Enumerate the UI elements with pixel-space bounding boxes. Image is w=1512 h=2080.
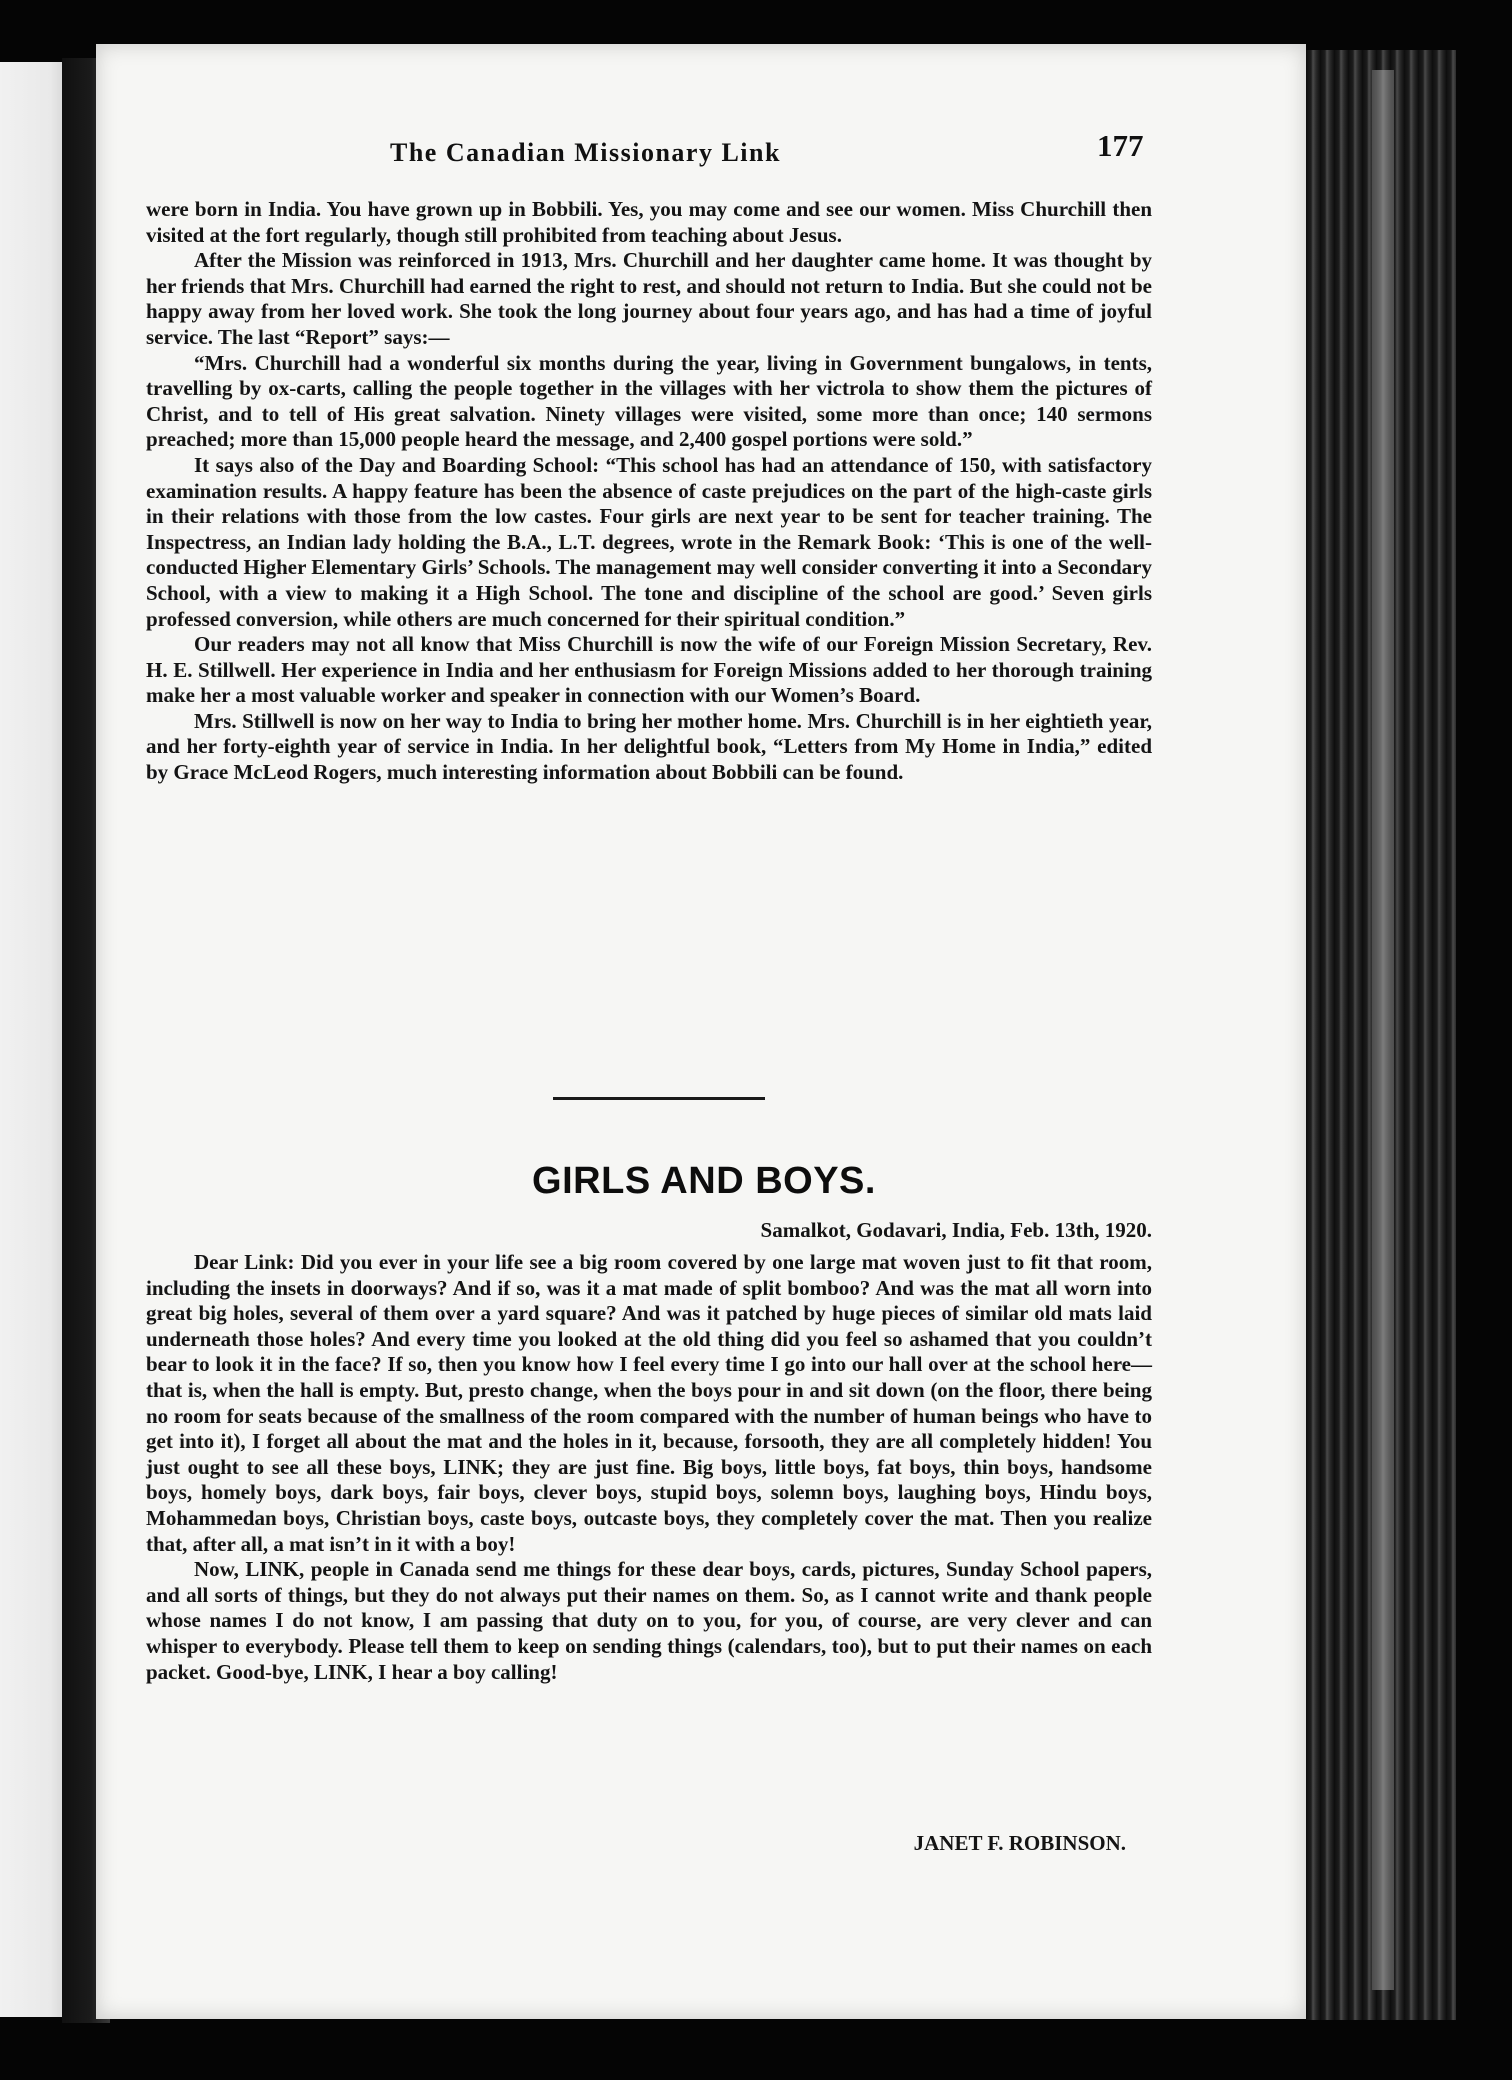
article-paragraph: Mrs. Stillwell is now on her way to India to bring her mother home. Mrs. Churchill is in her eightieth year, and her forty-eighth year of service in India. In her delightful book, “Letters from My Home in India,” edited by Grace McLeod Rogers, much interesting information about Bobbili can be found.: [146, 708, 1152, 785]
page-number: 177: [1097, 128, 1144, 163]
page-block-highlight: [1372, 70, 1394, 1990]
letter-body: [146, 1250, 1152, 1685]
letter-paragraph: Dear Link: Did you ever in your life see a big room covered by one large mat woven just to fit that room, including the insets in doorways? And if so, was it a mat made of split bomboo? And was the mat all worn into great big holes, several of them over a yard square? And was it patched by huge pieces of similar old mats laid underneath those holes? And every time you looked at the old thing did you feel so ashamed that you couldn’t bear to look it in the face? If so, then you know how I feel every time I go into our hall over at the school here—that is, when the hall is empty. But, presto change, when the boys pour in and sit down (on the floor, there being no room for seats because of the smallness of the room compared with the number of human beings who have to get into it), I forget all about the mat and the holes in it, because, forsooth, they are all completely hidden! You just ought to see all these boys, LINK; they are just fine. Big boys, little boys, fat boys, thin boys, handsome boys, homely boys, dark boys, fair boys, clever boys, stupid boys, solemn boys, laughing boys, Hindu boys, Mohammedan boys, Christian boys, caste boys, outcaste boys, they completely cover the mat. Then you realize that, after all, a mat isn’t in it with a boy!: [146, 1250, 1152, 1556]
article-paragraph: “Mrs. Churchill had a wonderful six months during the year, living in Government bungalows, in tents, travelling by ox-carts, calling the people together in the villages with her victrola to show them the pictures of Christ, and to tell of His great salvation. Ninety villages were visited, some more than once; 140 sermons preached; more than 15,000 people heard the message, and 2,400 gospel portions were sold.”: [146, 350, 1152, 452]
article-paragraph: were born in India. You have grown up in Bobbili. Yes, you may come and see our women. Miss Churchill then visited at the fort regularly, though still prohibited from teaching about Jesus.: [146, 197, 1152, 247]
article-body: [146, 197, 1152, 786]
letter-signature: JANET F. ROBINSON.: [913, 1831, 1126, 1855]
article-paragraph: Our readers may not all know that Miss Churchill is now the wife of our Foreign Mission Secretary, Rev. H. E. Stillwell. Her experience in India and her enthusiasm for Foreign Missions added to her thorough training make her a most valuable worker and speaker in connection with our Women’s Board.: [146, 632, 1152, 708]
running-head: The Canadian Missionary Link: [390, 138, 781, 167]
letter-dateline: Samalkot, Godavari, India, Feb. 13th, 1920.: [760, 1218, 1152, 1242]
article-paragraph: It says also of the Day and Boarding School: “This school has had an attendance of 150, with satisfactory examination results. A happy feature has been the absence of caste prejudices on the part of the high-caste girls in their relations with those from the low castes. Four girls are next year to be sent for teacher training. The Inspectress, an Indian lady holding the B.A., L.T. degrees, wrote in the Remark Book: ‘This is one of the well-conducted Higher Elementary Girls’ Schools. The management may well consider converting it into a Secondary School, with a view to making it a High School. The tone and discipline of the school are good.’ Seven girls professed conversion, while others are much concerned for their spiritual condition.”: [146, 452, 1152, 631]
section-divider: [553, 1097, 765, 1100]
article-paragraph: After the Mission was reinforced in 1913, Mrs. Churchill and her daughter came home. It was thought by her friends that Mrs. Churchill had earned the right to rest, and should not return to India. But she could not be happy away from her loved work. She took the long journey about four years ago, and has had a time of joyful service. The last “Report” says:—: [146, 248, 1152, 349]
section-heading: GIRLS AND BOYS.: [532, 1160, 876, 1202]
letter-paragraph: Now, LINK, people in Canada send me things for these dear boys, cards, pictures, Sunday School papers, and all sorts of things, but they do not always put their names on them. So, as I cannot write and thank people whose names I do not know, I am passing that duty on to you, for you, of course, are very clever and can whisper to everybody. Please tell them to keep on sending things (calendars, too), but to put their names on each packet. Good-bye, LINK, I hear a boy calling!: [146, 1557, 1152, 1684]
